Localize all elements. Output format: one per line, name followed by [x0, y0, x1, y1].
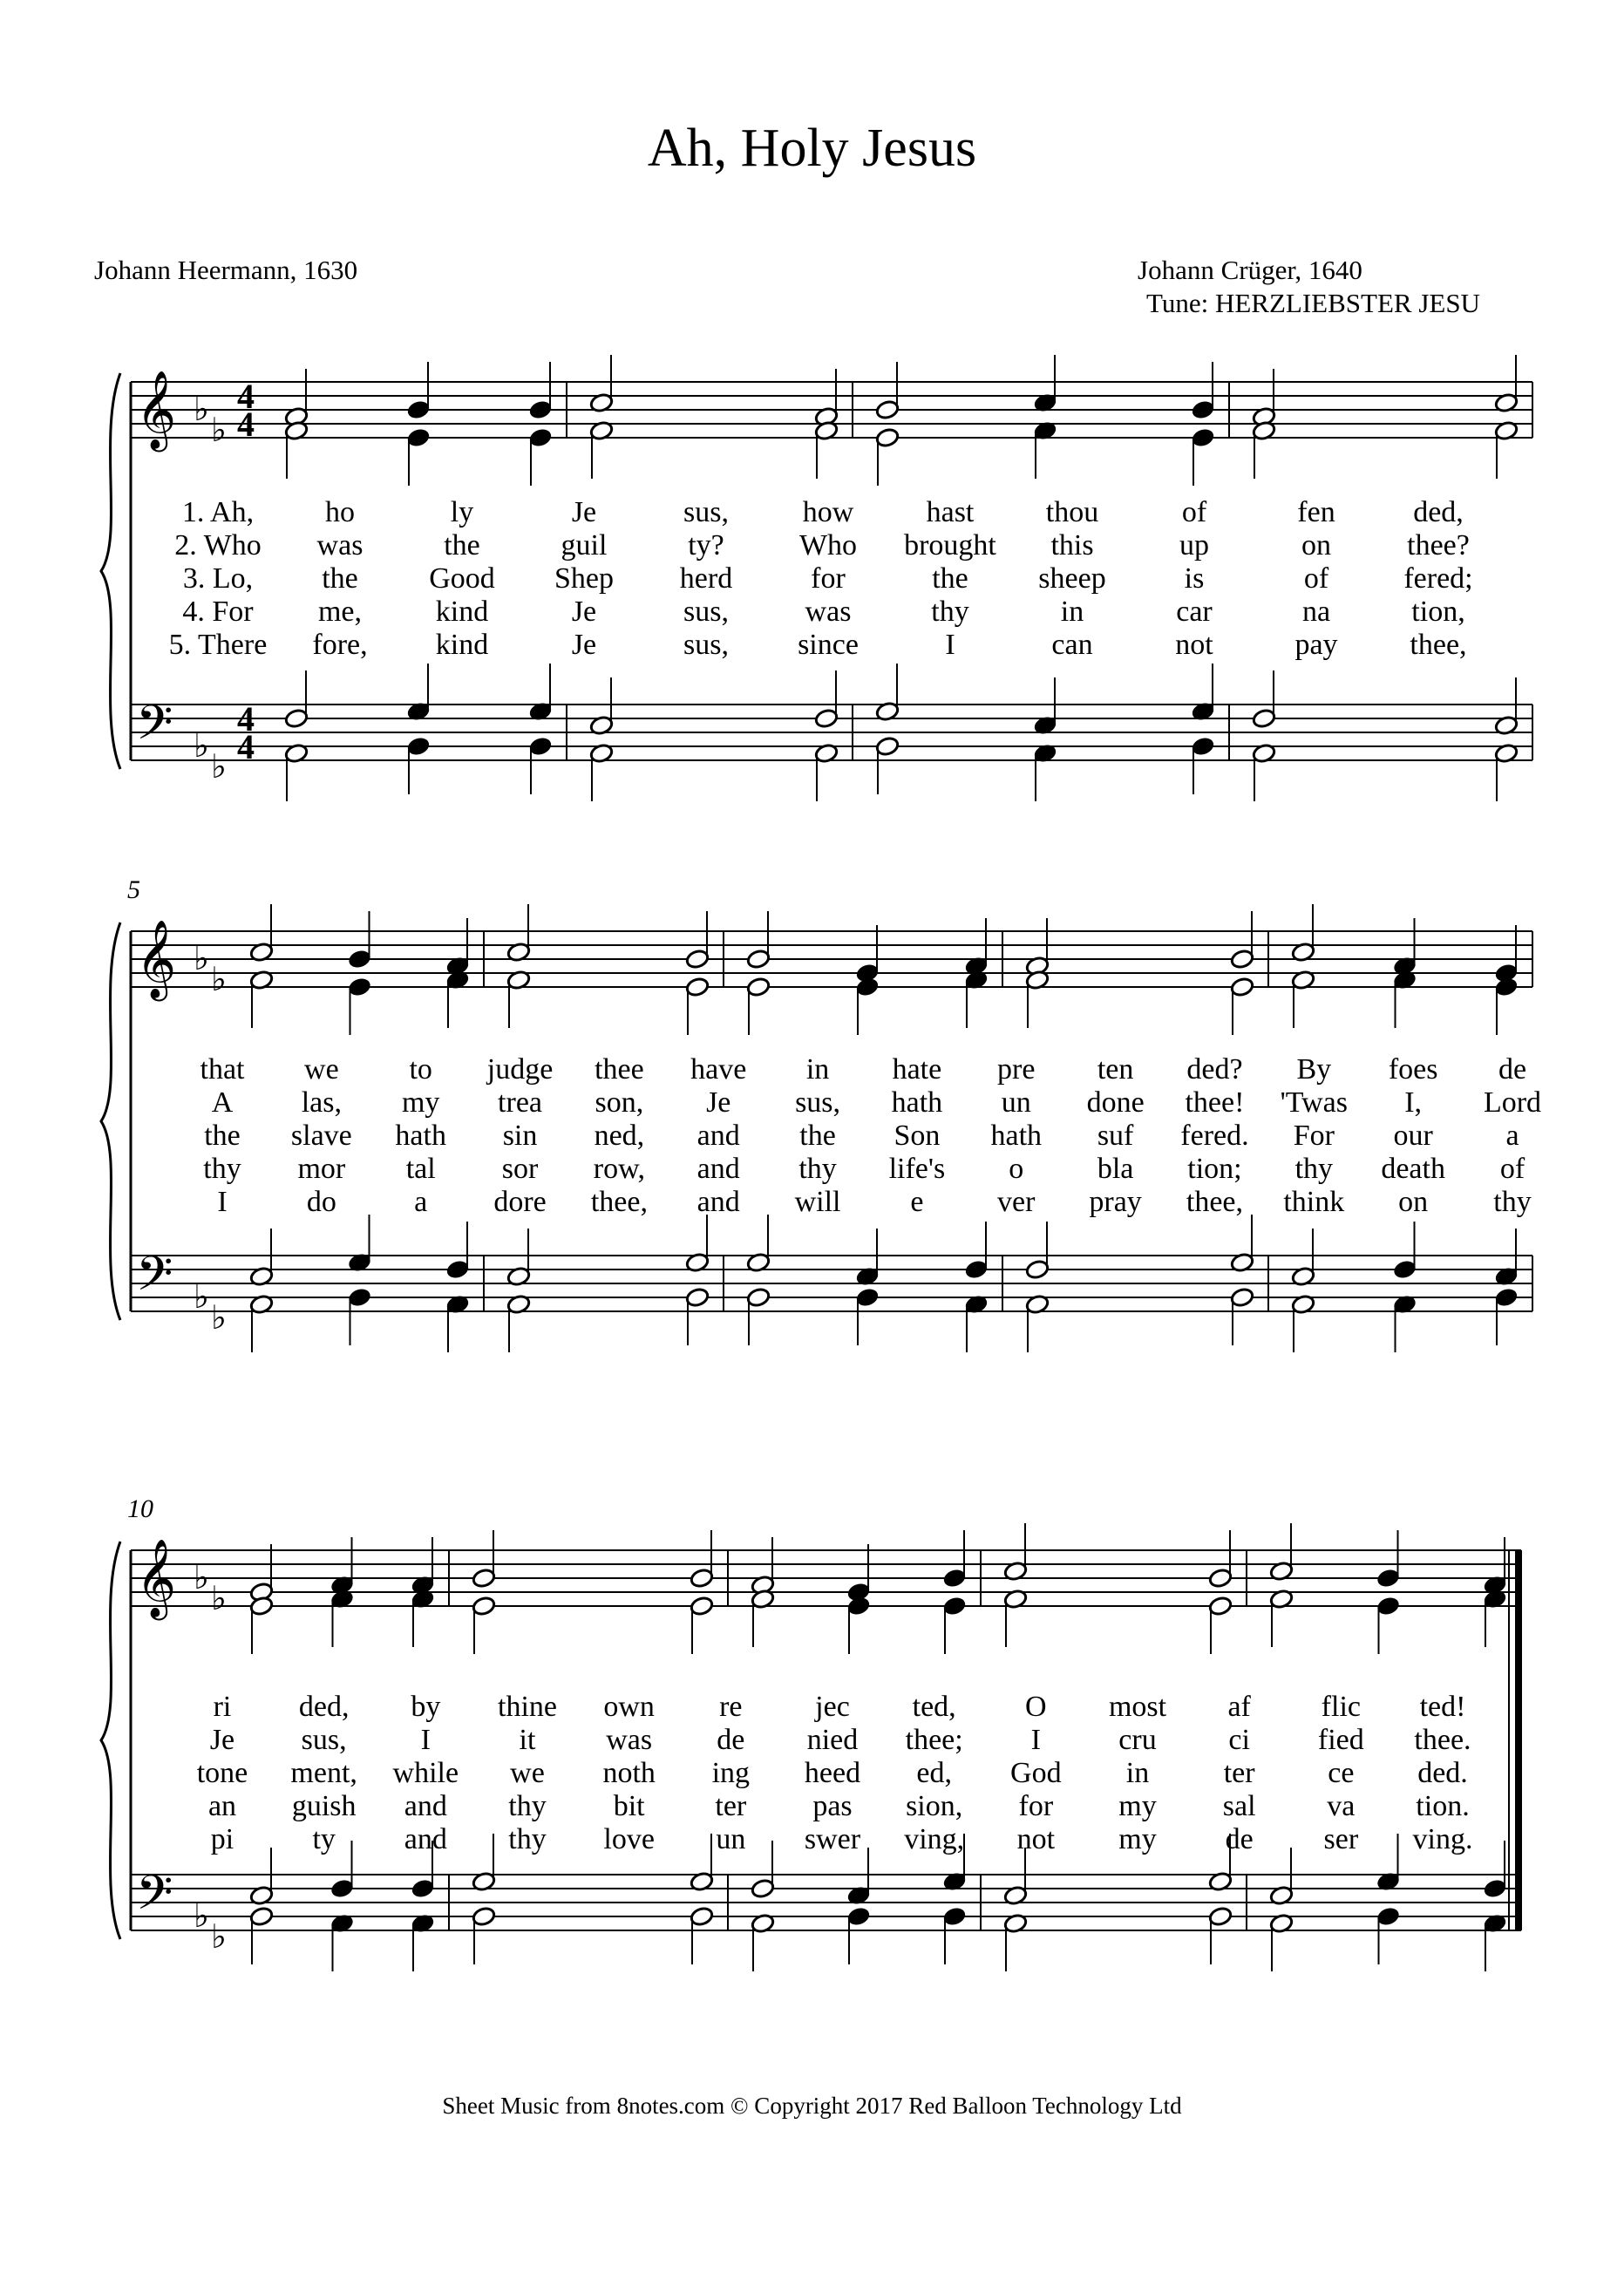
lyric-syllable: de [1498, 1053, 1527, 1086]
lyric-syllable: O [1025, 1691, 1047, 1723]
lyric-syllable: jec [815, 1691, 850, 1723]
verse-line-1 [200, 1053, 1527, 1086]
quarter-note [964, 1259, 989, 1280]
lyric-syllable: since [798, 629, 859, 661]
quarter-note [330, 1878, 354, 1899]
lyric-syllable: judge [486, 1053, 554, 1086]
lyric-syllable: done [1086, 1086, 1145, 1119]
lyric-syllable: guish [291, 1790, 357, 1822]
quarter-note [1376, 1906, 1400, 1927]
verse-line-2 [212, 1086, 1541, 1119]
verse-line-2 [210, 1724, 1471, 1756]
lyric-syllable: A [211, 1086, 234, 1119]
lyric-syllable: brought [904, 529, 996, 562]
lyric-syllable: re [719, 1691, 743, 1723]
quarter-note [528, 399, 553, 420]
lyric-syllable: ted, [912, 1691, 956, 1723]
lyric-syllable: in [1125, 1757, 1150, 1789]
measure-number: 10 [127, 1494, 153, 1523]
flat-icon: ♭ [194, 726, 209, 765]
lyric-syllable: pay [1294, 629, 1338, 661]
half-note [875, 736, 900, 757]
lyric-syllable: of [1303, 562, 1329, 595]
verse-line-1 [214, 1691, 1466, 1723]
lyric-syllable: my [401, 1086, 440, 1119]
page-title: Ah, Holy Jesus [647, 119, 977, 178]
measure-number: 5 [127, 875, 140, 904]
verse-line-5 [211, 1823, 1473, 1855]
lyric-syllable: for [1018, 1790, 1054, 1822]
lyric-syllable: ing [711, 1757, 751, 1789]
lyric-syllable: Son [894, 1120, 941, 1152]
lyric-syllable: not [1016, 1823, 1056, 1855]
lyric-syllable: dore [493, 1186, 547, 1218]
half-note [1208, 1568, 1233, 1589]
lyric-syllable: thy [798, 1153, 837, 1185]
lyric-syllable: up [1179, 529, 1209, 562]
treble-clef: 𝄞 [136, 371, 177, 449]
lyric-syllable: an [207, 1790, 237, 1822]
lyric-syllable: the [799, 1120, 836, 1152]
lyric-syllable: pi [210, 1823, 234, 1855]
lyric-syllable: love [603, 1823, 655, 1855]
lyric-syllable: bla [1097, 1153, 1134, 1185]
lyric-syllable: and [696, 1186, 740, 1218]
lyric-syllable: thee, [1186, 1186, 1244, 1218]
half-note [751, 1878, 775, 1899]
time-signature-top: 4 [237, 699, 255, 739]
tune-name: Tune: HERZLIEBSTER JESU [1146, 288, 1480, 318]
lyric-syllable: sus, [683, 596, 729, 628]
lyric-syllable: it [519, 1724, 536, 1756]
lyric-syllable: kind [435, 629, 489, 661]
lyric-syllable: hath [891, 1086, 943, 1119]
lyric-syllable: thee [595, 1053, 644, 1086]
half-note [1208, 1596, 1233, 1617]
lyric-syllable: o [1009, 1153, 1024, 1185]
lyric-syllable: thee? [1407, 529, 1470, 562]
lyric-syllable: sion, [906, 1790, 963, 1822]
lyric-syllable: for [811, 562, 846, 595]
time-signature-bottom: 4 [237, 727, 255, 766]
lyric-syllable: not [1175, 629, 1213, 661]
flat-icon: ♭ [194, 1558, 209, 1596]
bass-clef: 𝄢 [136, 1865, 173, 1932]
lyric-syllable: un [716, 1823, 746, 1855]
lyric-syllable: thine [498, 1691, 557, 1723]
flat-icon: ♭ [194, 939, 209, 977]
lyric-syllable: tion, [1411, 596, 1465, 628]
lyric-syllable: hath [395, 1120, 446, 1152]
lyric-syllable: fied [1317, 1724, 1364, 1756]
lyric-syllable: God [1010, 1757, 1062, 1789]
lyric-syllable: row, [593, 1153, 645, 1185]
lyric-syllable: Je [571, 496, 597, 528]
quarter-note [406, 736, 431, 757]
lyric-syllable: trea [498, 1086, 543, 1119]
lyric-syllable: Good [429, 562, 495, 595]
lyric-syllable: I, [1404, 1086, 1423, 1119]
half-note [1230, 977, 1254, 997]
lyric-syllable: suf [1097, 1120, 1134, 1152]
lyric-syllable: fered. [1180, 1120, 1249, 1152]
lyric-syllable: ment, [290, 1757, 357, 1789]
flat-icon: ♭ [194, 1277, 209, 1316]
lyric-syllable: heed [804, 1757, 861, 1789]
lyric-syllable: think [1283, 1186, 1345, 1218]
verse-line-5 [217, 1186, 1531, 1218]
lyric-syllable: flic [1321, 1691, 1361, 1723]
lyric-syllable: Je [706, 1086, 731, 1119]
lyric-syllable: guil [561, 529, 608, 562]
flat-icon: ♭ [211, 1298, 227, 1337]
lyric-syllable: ving. [1412, 1823, 1473, 1855]
lyric-syllable: our [1393, 1120, 1433, 1152]
lyric-syllable: sheep [1038, 562, 1106, 595]
verse-line-1 [182, 496, 1464, 528]
lyric-syllable: For [1293, 1120, 1335, 1152]
verse-line-3 [204, 1120, 1519, 1152]
lyric-syllable: ly [450, 496, 474, 528]
lyric-syllable: pre [997, 1053, 1036, 1086]
lyric-syllable: me, [317, 596, 363, 628]
lyric-syllable: a [414, 1186, 428, 1218]
lyric-syllable: 5. There [168, 629, 268, 661]
lyric-syllable: na [1301, 596, 1331, 628]
quarter-note [855, 1287, 880, 1308]
verse-line-5 [169, 629, 1467, 661]
quarter-note [846, 1596, 871, 1617]
half-note [814, 708, 839, 729]
lyric-syllable: Je [571, 629, 597, 661]
lyric-syllable: life's [888, 1153, 946, 1185]
lyric-syllable: sin [502, 1120, 538, 1152]
lyric-syllable: we [304, 1053, 339, 1086]
lyric-syllable: I [1030, 1724, 1041, 1756]
lyric-syllable: the [322, 562, 358, 595]
lyric-syllable: ho [325, 496, 355, 528]
half-note [875, 399, 900, 420]
lyric-syllable: thee! [1185, 1086, 1245, 1119]
half-note [472, 1906, 496, 1927]
lyric-syllable: tion. [1416, 1790, 1470, 1822]
lyric-syllable: was [805, 596, 852, 628]
flat-icon: ♭ [211, 1579, 227, 1617]
lyric-syllable: thee, [1410, 629, 1467, 661]
quarter-note [347, 1287, 371, 1308]
lyric-syllable: son, [595, 1086, 644, 1119]
flat-icon: ♭ [194, 1896, 209, 1935]
verse-line-4 [208, 1790, 1470, 1822]
lyric-syllable: hath [990, 1120, 1043, 1152]
copyright-footer: Sheet Music from 8notes.com © Copyright 2017 Red Balloon Technology Ltd [442, 2093, 1182, 2119]
lyric-syllable: las, [301, 1086, 342, 1119]
lyric-syllable: thee; [905, 1724, 963, 1756]
system-brace [101, 922, 120, 1320]
lyric-syllable: I [945, 629, 955, 661]
lyric-syllable: ser [1323, 1823, 1359, 1855]
half-note [1208, 1906, 1233, 1927]
half-note [685, 949, 710, 970]
verse-line-4 [182, 596, 1464, 628]
flat-icon: ♭ [211, 747, 227, 786]
lyric-syllable: 'Twas [1280, 1086, 1349, 1119]
verse-line-3 [183, 562, 1473, 595]
quarter-note [1191, 736, 1215, 757]
quarter-note [1191, 427, 1215, 448]
quarter-note [528, 736, 553, 757]
flat-icon: ♭ [194, 390, 209, 428]
half-note [690, 1906, 714, 1927]
half-note [685, 977, 710, 997]
flat-icon: ♭ [211, 411, 227, 449]
bass-clef: 𝄢 [136, 695, 173, 762]
lyric-syllable: 3. Lo, [182, 562, 254, 595]
lyric-syllable: ty? [688, 529, 724, 562]
lyric-syllable: tal [405, 1153, 436, 1185]
lyric-syllable: and [404, 1790, 447, 1822]
lyric-syllable: this [1050, 529, 1094, 562]
half-note [249, 1906, 274, 1927]
lyric-syllable: Who [798, 529, 858, 562]
lyric-syllable: ded, [298, 1691, 350, 1723]
half-note [1252, 708, 1276, 729]
system-brace [101, 373, 120, 769]
lyric-syllable: ded, [1413, 496, 1464, 528]
quarter-note [347, 949, 371, 970]
lyric-syllable: 4. For [182, 596, 254, 628]
lyric-syllable: sus, [683, 629, 729, 661]
lyric-syllable: to [409, 1053, 432, 1086]
lyric-syllable: thy [508, 1790, 547, 1822]
lyric-syllable: most [1108, 1691, 1167, 1723]
system-2-treble-staff [131, 931, 1532, 987]
quarter-note [942, 1596, 967, 1617]
lyric-syllable: on [1398, 1186, 1429, 1218]
composer-credit: Johann Crüger, 1640 [1138, 255, 1362, 285]
lyric-syllable: own [603, 1691, 655, 1723]
lyric-syllable: do [306, 1186, 336, 1218]
lyric-syllable: pas [812, 1790, 853, 1822]
quarter-note [411, 1878, 435, 1899]
flat-icon: ♭ [211, 1917, 227, 1956]
lyric-syllable: sus, [795, 1086, 841, 1119]
lyric-syllable: I [217, 1186, 228, 1218]
lyric-syllable: is [1184, 562, 1205, 595]
lyric-syllable: can [1051, 629, 1093, 661]
lyric-syllable: fen [1297, 496, 1335, 528]
lyric-syllable: sal [1222, 1790, 1256, 1822]
lyric-syllable: un [1001, 1086, 1031, 1119]
quarter-note [1376, 1596, 1400, 1617]
lyric-syllable: thee, [590, 1186, 648, 1218]
lyric-syllable: sor [501, 1153, 539, 1185]
lyric-syllable: noth [602, 1757, 656, 1789]
lyric-syllable: and [404, 1823, 447, 1855]
half-note [746, 977, 771, 997]
system-brace [101, 1542, 120, 1939]
lyric-syllable: tion; [1187, 1153, 1242, 1185]
lyric-syllable: ci [1228, 1724, 1250, 1756]
lyric-syllable: fore, [312, 629, 368, 661]
lyric-syllable: sus, [683, 496, 729, 528]
lyric-syllable: thy [203, 1153, 241, 1185]
lyric-syllable: thou [1045, 496, 1099, 528]
lyric-syllable: car [1176, 596, 1213, 628]
half-note [1230, 1287, 1254, 1308]
lyric-syllable: ce [1328, 1757, 1355, 1789]
system-2-bass-staff [131, 1256, 1532, 1311]
lyric-syllable: ed, [916, 1757, 952, 1789]
lyric-syllable: the [932, 562, 968, 595]
quarter-note [406, 399, 431, 420]
lyric-syllable: thee. [1414, 1724, 1471, 1756]
lyric-syllable: slave [290, 1120, 352, 1152]
lyric-syllable: ver [997, 1186, 1036, 1218]
lyric-syllable: thy [1294, 1153, 1334, 1185]
lyric-syllable: my [1118, 1790, 1157, 1822]
quarter-note [1483, 1878, 1507, 1899]
quarter-note [1494, 977, 1519, 997]
verse-line-3 [197, 1757, 1468, 1789]
treble-clef: 𝄞 [136, 920, 177, 998]
lyric-syllable: sus, [301, 1724, 347, 1756]
lyric-syllable: thy [931, 596, 969, 628]
lyric-syllable: in [1060, 596, 1084, 628]
lyric-syllable: ted! [1419, 1691, 1466, 1723]
lyric-syllable: the [444, 529, 480, 562]
bass-clef: 𝄢 [136, 1246, 173, 1313]
lyric-syllable: de [1225, 1823, 1254, 1855]
lyric-syllable: and [696, 1153, 740, 1185]
lyric-syllable: ded. [1417, 1757, 1468, 1789]
quarter-note [855, 977, 880, 997]
lyric-syllable: mor [297, 1153, 346, 1185]
lyric-syllable: hast [926, 496, 975, 528]
flat-icon: ♭ [211, 960, 227, 998]
lyric-syllable: how [802, 496, 854, 528]
lyric-syllable: tone [196, 1757, 248, 1789]
lyric-syllable: will [794, 1186, 841, 1218]
quarter-note [1376, 1568, 1400, 1589]
quarter-note [942, 1568, 967, 1589]
half-note [746, 949, 771, 970]
lyric-syllable: hate [892, 1053, 942, 1086]
lyric-syllable: 2. Who [174, 529, 262, 562]
lyric-syllable: bit [613, 1790, 645, 1822]
lyric-syllable: thy [1493, 1186, 1532, 1218]
lyric-syllable: fered; [1403, 562, 1473, 595]
lyric-syllable: thy [508, 1823, 547, 1855]
lyric-syllable: swer [804, 1823, 861, 1855]
quarter-note [347, 977, 371, 997]
lyric-syllable: e [910, 1186, 924, 1218]
half-note [1025, 1259, 1050, 1280]
lyric-syllable: ten [1097, 1053, 1134, 1086]
quarter-note [406, 427, 431, 448]
lyric-syllable: nied [806, 1724, 859, 1756]
lyric-syllable: herd [679, 562, 733, 595]
lyric-syllable: of [1499, 1153, 1525, 1185]
lyric-syllable: on [1301, 529, 1331, 562]
half-note [284, 708, 309, 729]
half-note [875, 427, 900, 448]
time-signature-top: 4 [237, 377, 255, 416]
half-note [1230, 949, 1254, 970]
lyric-syllable: in [805, 1053, 830, 1086]
lyric-syllable: I [420, 1724, 431, 1756]
lyric-syllable: Shep [554, 562, 614, 595]
quarter-note [1494, 1287, 1519, 1308]
lyric-syllable: By [1296, 1053, 1332, 1086]
lyric-syllable: af [1227, 1691, 1251, 1723]
verse-line-2 [174, 529, 1470, 562]
half-note [685, 1287, 710, 1308]
lyric-syllable: kind [435, 596, 489, 628]
lyric-syllable: was [606, 1724, 653, 1756]
lyricist-credit: Johann Heermann, 1630 [94, 255, 358, 285]
half-note [690, 1596, 714, 1617]
lyric-syllable: 1. Ah, [181, 496, 255, 528]
lyric-syllable: we [510, 1757, 545, 1789]
quarter-note [846, 1906, 871, 1927]
lyric-syllable: by [411, 1691, 441, 1723]
lyric-syllable: ty [312, 1823, 336, 1855]
lyric-syllable: ri [213, 1691, 232, 1723]
lyric-syllable: Je [571, 596, 597, 628]
lyric-syllable: was [316, 529, 364, 562]
lyric-syllable: de [717, 1724, 745, 1756]
lyric-syllable: of [1181, 496, 1207, 528]
lyric-syllable: that [200, 1053, 245, 1086]
time-signature-bottom: 4 [237, 405, 255, 444]
lyric-syllable: ded? [1186, 1053, 1243, 1086]
lyric-syllable: va [1327, 1790, 1356, 1822]
lyric-syllable: Lord [1483, 1086, 1542, 1119]
quarter-note [1392, 1259, 1417, 1280]
lyric-syllable: foes [1388, 1053, 1438, 1086]
lyric-syllable: pray [1089, 1186, 1142, 1218]
lyric-syllable: and [696, 1120, 740, 1152]
lyric-syllable: death [1381, 1153, 1445, 1185]
lyric-syllable: ving, [904, 1823, 965, 1855]
half-note [472, 1568, 496, 1589]
lyric-syllable: while [392, 1757, 459, 1789]
quarter-note [445, 1259, 470, 1280]
verse-line-4 [203, 1153, 1525, 1185]
lyric-syllable: the [204, 1120, 241, 1152]
lyric-syllable: cru [1118, 1724, 1157, 1756]
lyric-syllable: ter [1223, 1757, 1255, 1789]
quarter-note [528, 427, 553, 448]
quarter-note [942, 1906, 967, 1927]
lyric-syllable: ned, [594, 1120, 645, 1152]
lyric-syllable: a [1505, 1120, 1519, 1152]
lyric-syllable: have [690, 1053, 747, 1086]
lyric-syllable: my [1118, 1823, 1157, 1855]
lyric-syllable: ter [715, 1790, 747, 1822]
lyric-syllable: Je [209, 1724, 235, 1756]
treble-clef: 𝄞 [136, 1539, 177, 1617]
half-note [690, 1568, 714, 1589]
half-note [746, 1287, 771, 1308]
quarter-note [1191, 399, 1215, 420]
half-note [472, 1596, 496, 1617]
final-barline-thick [1515, 1550, 1522, 1930]
